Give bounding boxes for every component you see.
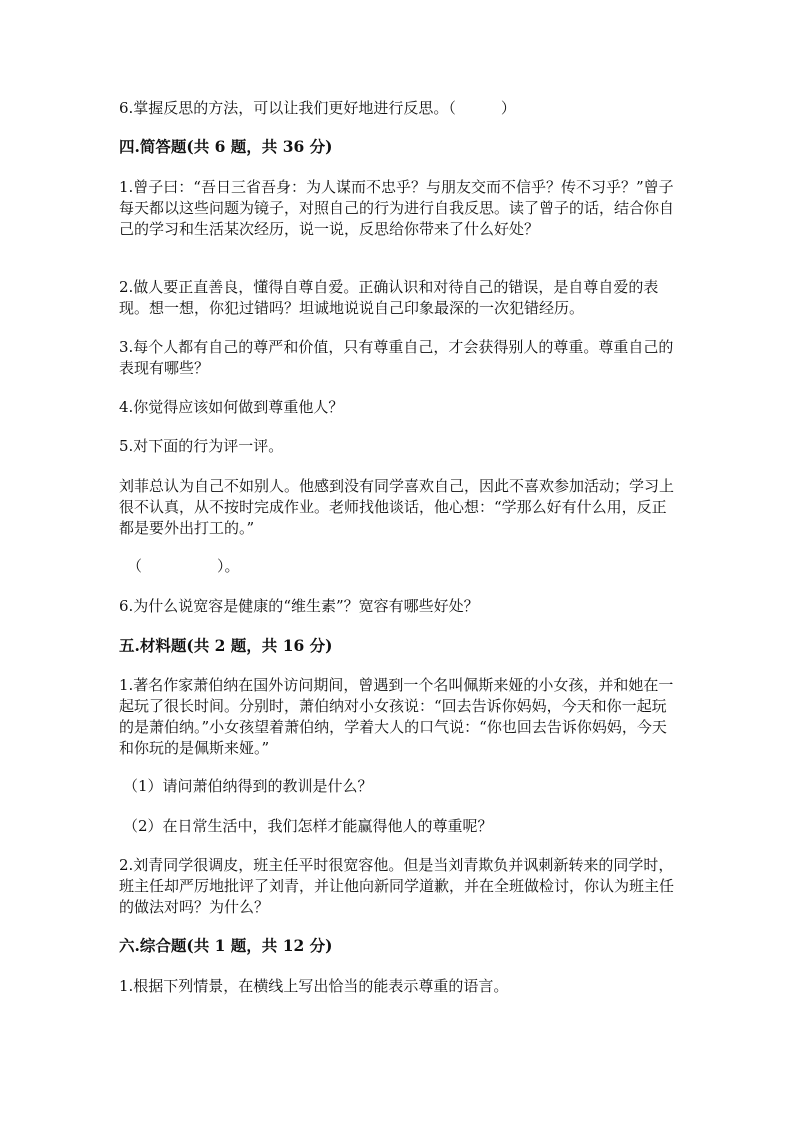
section-5-question-2: 2.刘青同学很调皮，班主任平时很宽容他。但是当刘青欺负并讽刺新转来的同学时，班主任却严厉地批评了刘青，并让他向新同学道歉，并在全班做检讨，你认为班主任的做法对吗？为什么？ [119, 856, 675, 916]
section-4-question-4: 4.你觉得应该如何做到尊重他人？ [119, 398, 344, 416]
section-4-question-5-story: 刘菲总认为自己不如别人。他感到没有同学喜欢自己，因此不喜欢参加活动；学习上很不认真，从不按时完成作业。老师找他谈话，他心想：“学那么好有什么用，反正都是要外出打工的。” [119, 477, 675, 537]
question-6-true-false: 6.掌握反思的方法，可以让我们更好地进行反思。（ ） [119, 99, 516, 117]
section-6-question-1: 1.根据下列情景，在横线上写出恰当的能表示尊重的语言。 [119, 977, 509, 995]
section-6-heading: 六.综合题(共 1 题，共 12 分) [119, 936, 333, 955]
section-5-question-1-sub-1: （1）请问萧伯纳得到的教训是什么？ [123, 777, 373, 795]
section-5-heading: 五.材料题(共 2 题，共 16 分) [119, 636, 333, 655]
section-4-question-5: 5.对下面的行为评一评。 [119, 437, 284, 455]
section-4-heading: 四.简答题(共 6 题，共 36 分) [119, 137, 333, 156]
section-4-question-5-answer-blank: （ ）。 [127, 557, 240, 575]
section-4-question-1: 1.曾子曰：“吾日三省吾身：为人谋而不忠乎？与朋友交而不信乎？传不习乎？”曾子每天都以这些问题为镜子，对照自己的行为进行自我反思。读了曾子的话，结合你自己的学习和生活某次经历，说一说，反思给你带来了什么好处？ [119, 178, 675, 238]
section-4-question-3: 3.每个人都有自己的尊严和价值，只有尊重自己，才会获得别人的尊重。尊重自己的表现有哪些？ [119, 338, 674, 377]
section-5-question-1: 1.著名作家萧伯纳在国外访问期间，曾遇到一个名叫佩斯来娅的小女孩，并和她在一起玩了很长时间。分别时，萧伯纳对小女孩说：“回去告诉你妈妈，今天和你一起玩的是萧伯纳。”小女孩望着萧伯纳，学着大人的口气说：“你也回去告诉你妈妈，今天和你玩的是佩斯来娅。” [119, 676, 674, 757]
section-5-question-1-sub-2: （2）在日常生活中，我们怎样才能赢得他人的尊重呢？ [123, 817, 493, 835]
section-4-question-2: 2.做人要正直善良，懂得自尊自爱。正确认识和对待自己的错误，是自尊自爱的表现。想一想，你犯过错吗？坦诚地说说自己印象最深的一次犯错经历。 [119, 278, 659, 317]
section-4-question-6: 6.为什么说宽容是健康的“维生素”？宽容有哪些好处？ [119, 597, 479, 615]
